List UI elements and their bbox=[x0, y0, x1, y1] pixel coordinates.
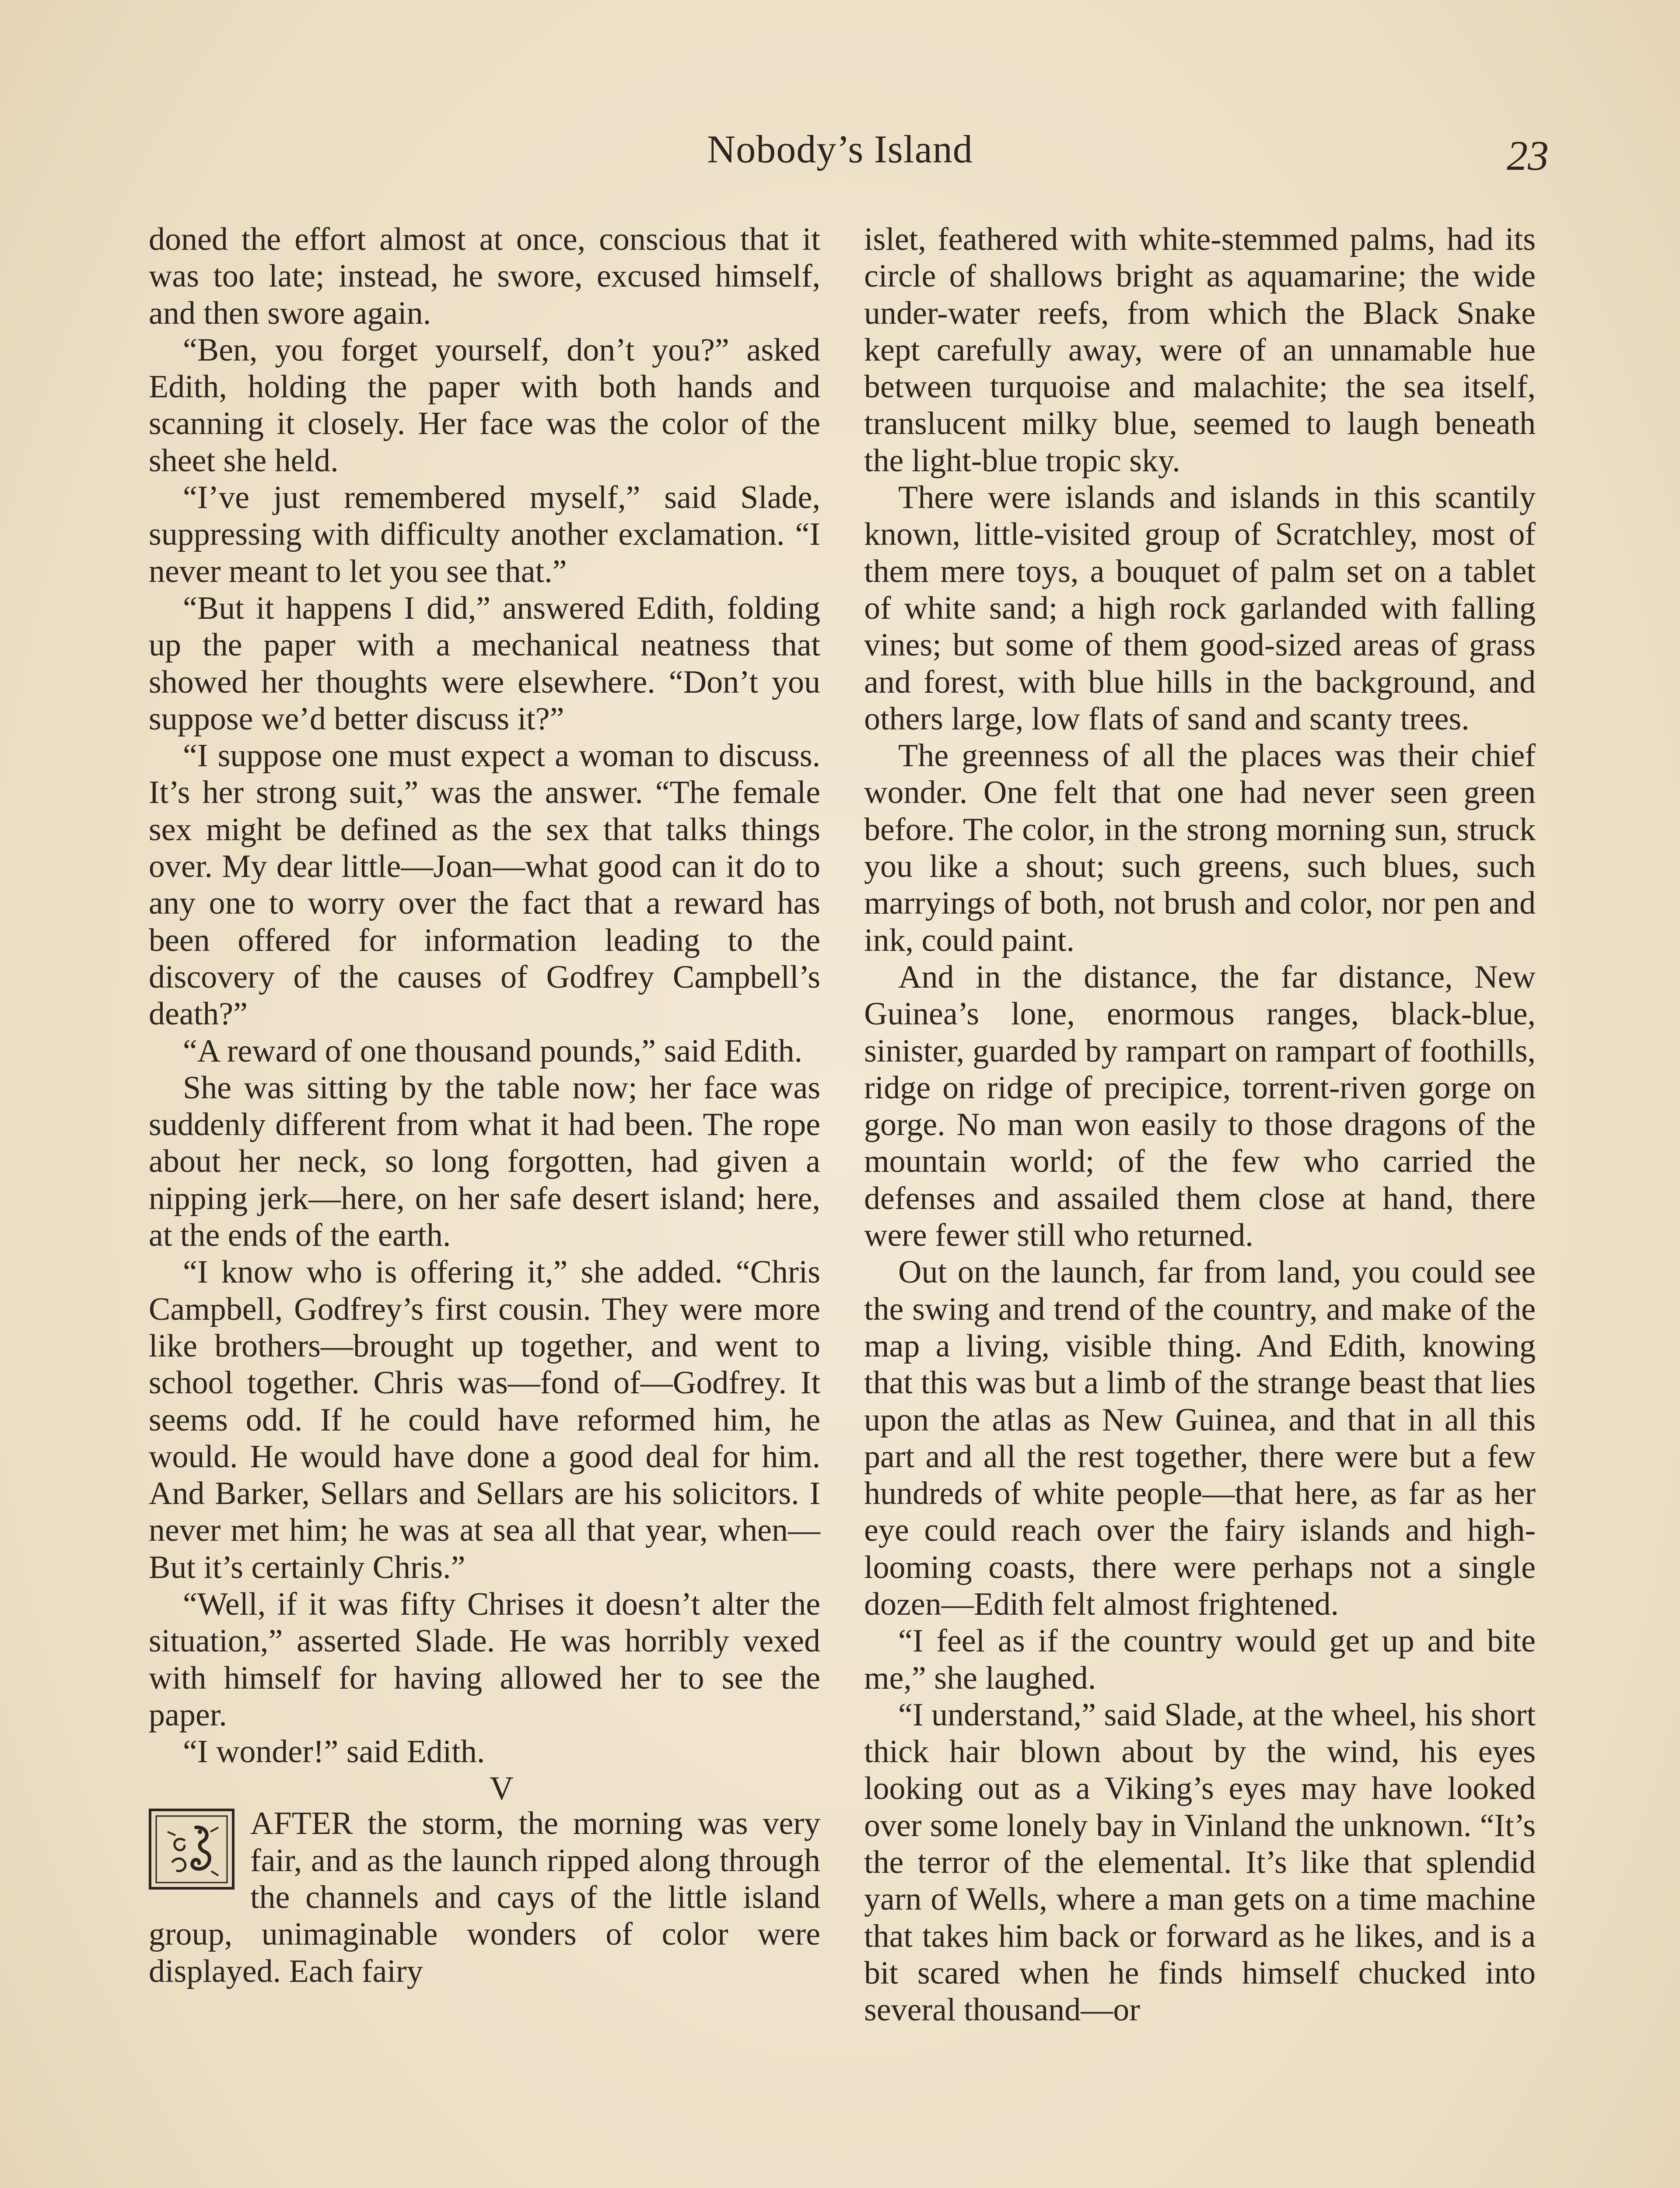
paragraph: She was sitting by the table now; her face was suddenly different from what it had been. The rope about her neck, so long forgotten, had given a nipping jerk—here, on her safe desert island; here, at the ends of the earth. bbox=[149, 1069, 820, 1254]
paragraph-text: islet, feathered with white-stemmed palms, had its circle of shallows bright as aquamarine; the wide under-water reefs, from which the Black Snake kept carefully away, were of an unnamable hue between turquoise and malachite; the sea itself, translucent milky blue, seemed to laugh beneath the light-blue tropic sky. bbox=[864, 221, 1536, 479]
running-title: Nobody’s Island bbox=[707, 128, 973, 171]
paragraph: There were islands and islands in this scantily known, little-visited group of Scratchley, most of them mere toys, a bouquet of palm set on a tablet of white sand; a high rock garlanded with falling vines; but some of them good-sized areas of grass and forest, with blue hills in the background, and others large, low flats of sand and scanty trees. bbox=[864, 480, 1536, 737]
paragraph: “But it happens I did,” answered Edith, folding up the paper with a mechanical neatness that showed her thoughts were elsewhere. “Don’t you suppose we’d better discuss it?” bbox=[149, 590, 820, 737]
paragraph: Out on the launch, far from land, you could see the swing and trend of the country, and make of the map a living, visible thing. And Edith, knowing that this was but a limb of the strange beast that lies upon the atlas as New Guinea, and that in all this part and all the rest together, there were but a few hundreds of white people—that here, as far as her eye could reach over the fairy islands and high-looming coasts, there were perhaps not a single dozen—Edith felt almost frightened. bbox=[864, 1254, 1536, 1622]
paragraph: “I understand,” said Slade, at the wheel, his short thick hair blown about by the wind, his eyes looking out as a Viking’s eyes may have looked over some lonely bay in Vinland the unknown. “It’s the terror of the elemental. It’s like that splendid yarn of Wells, where a man gets on a time machine that takes him back or forward as he likes, and is a bit scared when he finds himself chucked into several thousand—or bbox=[864, 1697, 1536, 2028]
paragraph: “Ben, you forget yourself, don’t you?” asked Edith, holding the paper with both hands and scanning it closely. Her face was the color of the sheet she held. bbox=[149, 332, 820, 479]
paragraph: “I suppose one must expect a woman to discuss. It’s her strong suit,” was the answer. “The female sex might be defined as the sex that talks things over. My dear little—Joan—what good can it do to any one to worry over the fact that a reward has been offered for information leading to the discovery of the causes of Godfrey Campbell’s death?” bbox=[149, 738, 820, 1032]
paragraph: The greenness of all the places was their chief wonder. One felt that one had never seen green before. The color, in the strong morning sun, struck you like a shout; such greens, such blues, such marryings of both, not brush and color, nor pen and ink, could paint. bbox=[864, 738, 1536, 958]
section-number: V bbox=[490, 1770, 514, 1807]
paragraph: “I feel as if the country would get up and bite me,” she laughed. bbox=[864, 1623, 1536, 1696]
paragraph: “A reward of one thousand pounds,” said Edith. bbox=[183, 1033, 802, 1069]
paragraph: “I wonder!” said Edith. bbox=[183, 1734, 485, 1770]
right-column bbox=[864, 221, 1536, 2029]
paragraph: doned the effort almost at once, conscious that it was too late; instead, he swore, excused himself, and then swore again. bbox=[149, 221, 820, 331]
dropcap-paragraph: AFTER the storm, the morning was very fair, and as the launch ripped along through the channels and cays of the little island group, unimaginable wonders of color were displayed. Each fairy bbox=[149, 1806, 820, 1989]
paragraph: “I’ve just remembered myself,” said Slade, suppressing with difficulty another exclamation. “I never meant to let you see that.” bbox=[149, 480, 820, 589]
paragraph: “I know who is offering it,” she added. “Chris Campbell, Godfrey’s first cousin. They were more like brothers—brought up together, and went to school together. Chris was—fond of—Godfrey. It seems odd. If he could have reformed him, he would. He would have done a good deal for him. And Barker, Sellars and Sellars are his solicitors. I never met him; he was at sea all that year, when— But it’s certainly Chris.” bbox=[149, 1254, 820, 1585]
sea-horse-ornament-icon bbox=[149, 1809, 234, 1890]
left-column bbox=[149, 221, 820, 1990]
page-number: 23 bbox=[1507, 132, 1549, 179]
paragraph: “Well, if it was fifty Chrises it doesn’t alter the situation,” asserted Slade. He was horribly vexed with himself for having allowed her to see the paper. bbox=[149, 1586, 820, 1733]
paragraph bbox=[864, 221, 1536, 479]
paragraph: And in the distance, the far distance, New Guinea’s lone, enormous ranges, black-blue, sinister, guarded by rampart on rampart of foothills, ridge on ridge of precipice, torrent-riven gorge on gorge. No man won easily to those dragons of the mountain world; of the few who carried the defenses and assailed them close at hand, there were fewer still who returned. bbox=[864, 959, 1536, 1254]
